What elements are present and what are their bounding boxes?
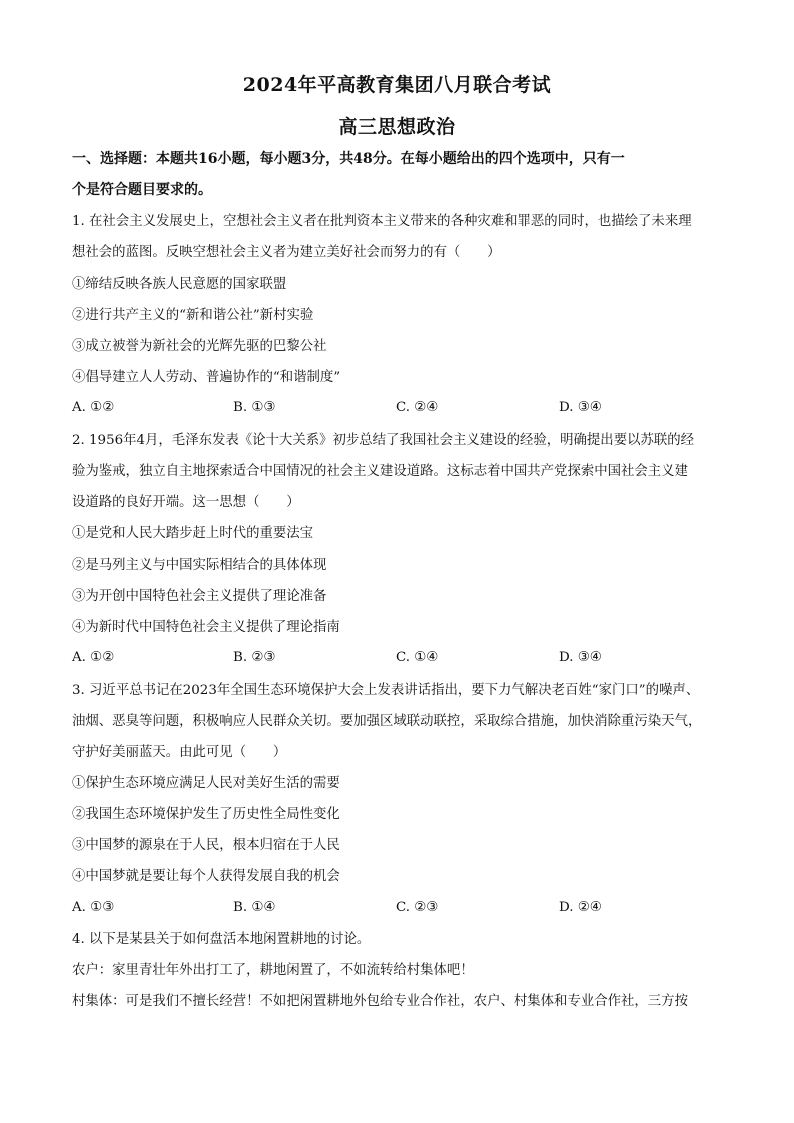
q1-item-4: ④倡导建立人人劳动、普遍协作的“和谐制度” bbox=[72, 370, 341, 385]
q2-item-3: ③为开创中国特色社会主义提供了理论准备 bbox=[72, 589, 327, 604]
q2-item-4: ④为新时代中国特色社会主义提供了理论指南 bbox=[72, 620, 340, 635]
q3-option-b[interactable]: B. ①④ bbox=[233, 900, 276, 915]
q3-item-1: ①保护生态环境应满足人民对美好生活的需要 bbox=[72, 776, 340, 791]
q2-stem-line-2: 验为鉴戒，独立自主地探索适合中国情况的社会主义建设道路。这标志着中国共产党探索中国社会主义建 bbox=[72, 464, 688, 479]
q4-farmer-line: 农户：家里青壮年外出打工了，耕地闲置了，不如流转给村集体吧！ bbox=[72, 963, 474, 978]
section-instruction-line-1: 一、选择题：本题共16小题，每小题3分，共48分。在每小题给出的四个选项中，只有一 bbox=[72, 151, 625, 167]
q1-options bbox=[72, 400, 732, 418]
q1-item-3: ③成立被誉为新社会的光辉先驱的巴黎公社 bbox=[72, 339, 327, 354]
q1-option-c[interactable]: C. ②④ bbox=[396, 400, 439, 415]
q1-item-1: ①缔结反映各族人民意愿的国家联盟 bbox=[72, 277, 287, 292]
q1-option-d[interactable]: D. ③④ bbox=[559, 400, 602, 415]
section-instruction-line-2: 个是符合题目要求的。 bbox=[72, 182, 212, 198]
q2-stem-line-3: 设道路的良好开端。这一思想（ ） bbox=[72, 495, 300, 510]
q2-options bbox=[72, 650, 732, 668]
q1-item-2: ②进行共产主义的“新和谐公社”新村实验 bbox=[72, 308, 314, 323]
q4-stem-line-1: 4. 以下是某县关于如何盘活本地闲置耕地的讨论。 bbox=[72, 932, 371, 947]
q1-option-a[interactable]: A. ①② bbox=[72, 400, 115, 415]
q2-option-d[interactable]: D. ③④ bbox=[559, 650, 602, 665]
q3-option-a[interactable]: A. ①③ bbox=[72, 900, 115, 915]
q4-collective-line: 村集体：可是我们不擅长经营！不如把闲置耕地外包给专业合作社，农户、村集体和专业合作社，三方按 bbox=[72, 994, 688, 1009]
q3-stem-line-2: 油烟、恶臭等问题，积极响应人民群众关切。要加强区域联动联控，采取综合措施，加快消除重污染天气， bbox=[72, 714, 702, 729]
q3-item-3: ③中国梦的源泉在于人民，根本归宿在于人民 bbox=[72, 838, 340, 853]
q3-options bbox=[72, 900, 732, 918]
q1-stem-line-2: 想社会的蓝图。反映空想社会主义者为建立美好社会而努力的有（ ） bbox=[72, 245, 501, 260]
q2-stem-line-1: 2. 1956年4月，毛泽东发表《论十大关系》初步总结了我国社会主义建设的经验，明确提出要以苏联的经 bbox=[72, 433, 695, 448]
q2-option-a[interactable]: A. ①② bbox=[72, 650, 115, 665]
q2-item-2: ②是马列主义与中国实际相结合的具体体现 bbox=[72, 558, 327, 573]
q3-stem-line-1: 3. 习近平总书记在2023年全国生态环境保护大会上发表讲话指出，要下力气解决老百姓“家门口”的噪声、 bbox=[72, 683, 700, 698]
q2-item-1: ①是党和人民大踏步赶上时代的重要法宝 bbox=[72, 526, 314, 541]
exam-subject: 高三思想政治 bbox=[338, 116, 456, 138]
q2-option-c[interactable]: C. ①④ bbox=[396, 650, 439, 665]
q3-option-d[interactable]: D. ②④ bbox=[559, 900, 602, 915]
q3-option-c[interactable]: C. ②③ bbox=[396, 900, 439, 915]
q3-item-4: ④中国梦就是要让每个人获得发展自我的机会 bbox=[72, 869, 340, 884]
q3-stem-line-3: 守护好美丽蓝天。由此可见（ ） bbox=[72, 745, 287, 760]
exam-title: 2024年平高教育集团八月联合考试 bbox=[242, 74, 552, 96]
q1-option-b[interactable]: B. ①③ bbox=[233, 400, 276, 415]
q1-stem-line-1: 1. 在社会主义发展史上，空想社会主义者在批判资本主义带来的各种灾难和罪恶的同时，也描绘了未来理 bbox=[72, 214, 692, 229]
q3-item-2: ②我国生态环境保护发生了历史性全局性变化 bbox=[72, 807, 340, 822]
q2-option-b[interactable]: B. ②③ bbox=[233, 650, 276, 665]
